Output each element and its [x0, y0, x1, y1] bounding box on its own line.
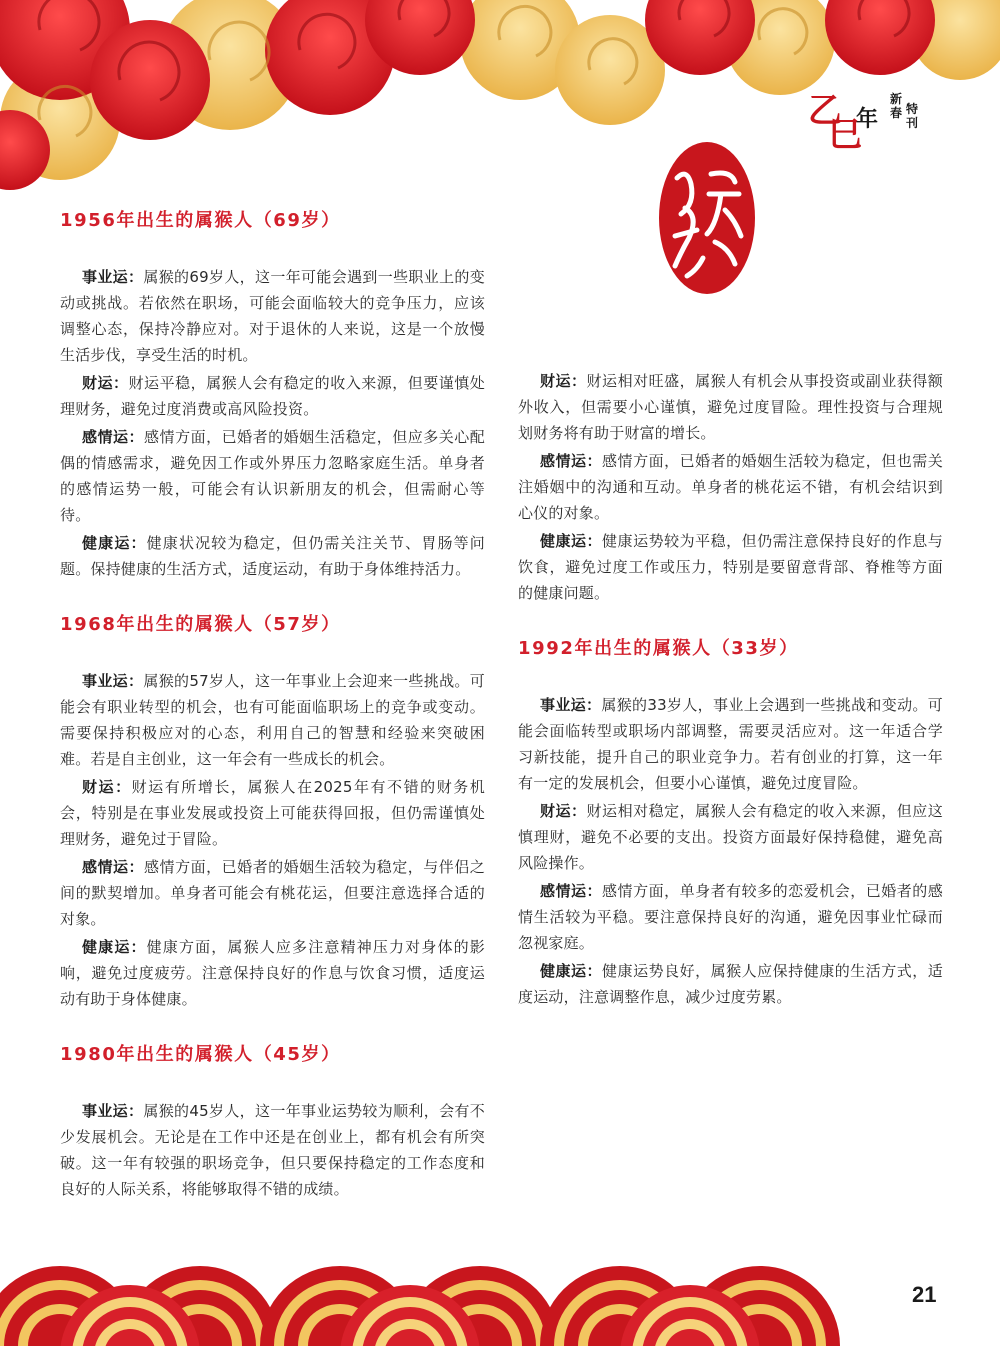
- text-career: 属猴的33岁人，事业上会遇到一些挑战和变动。可能会面临转型或职场内部调整，需要灵活应对。这一年适合学习新技能，提升自己的职业竞争力。若有创业的打算，这一年有一定的发展机会，但要小心谨慎，避免过度冒险。: [518, 696, 943, 792]
- right-column: [518, 368, 943, 1040]
- paragraph-career: [60, 668, 485, 772]
- paragraph-love: [60, 854, 485, 932]
- label-career: 事业运：: [82, 672, 144, 690]
- text-career: 属猴的45岁人，这一年事业运势较为顺利，会有不少发展机会。无论是在工作中还是在创业上，都有机会有所突破。这一年有较强的职场竞争，但只要保持稳定的工作态度和良好的人际关系，将能够取得不错的成绩。: [60, 1102, 485, 1198]
- text-love: 感情方面，已婚者的婚姻生活较为稳定，与伴侣之间的默契增加。单身者可能会有桃花运，但要注意选择合适的对象。: [60, 858, 485, 928]
- label-health: 健康运：: [82, 938, 147, 956]
- badge-nian-char: 年: [856, 106, 879, 132]
- badge-si-char: 巳: [828, 115, 862, 155]
- text-health: 健康方面，属猴人应多注意精神压力对身体的影响，避免过度疲劳。注意保持良好的作息与饮食习惯，适度运动有助于身体健康。: [60, 938, 485, 1008]
- label-wealth: 财运：: [540, 802, 587, 820]
- label-health: 健康运：: [82, 534, 147, 552]
- label-love: 感情运：: [540, 882, 603, 900]
- paragraph-career: [518, 692, 943, 796]
- section-1956: [60, 208, 485, 582]
- label-career: 事业运：: [82, 268, 144, 286]
- paragraph-love: [518, 448, 943, 526]
- label-health: 健康运：: [540, 532, 603, 550]
- page-number: 21: [912, 1282, 937, 1307]
- badge-yi-char: 乙: [808, 91, 842, 131]
- badge-special-line1: 新春: [890, 92, 903, 120]
- paragraph-love: [60, 424, 485, 528]
- label-health: 健康运：: [540, 962, 603, 980]
- paragraph-wealth: [518, 368, 943, 446]
- left-column: [60, 208, 485, 1232]
- paragraph-health: [60, 530, 485, 582]
- label-love: 感情运：: [540, 452, 603, 470]
- text-love: 感情方面，已婚者的婚姻生活较为稳定，但也需关注婚姻中的沟通和互动。单身者的桃花运不错，有机会结识到心仪的对象。: [518, 452, 943, 522]
- label-love: 感情运：: [82, 858, 145, 876]
- text-career: 属猴的69岁人，这一年可能会遇到一些职业上的变动或挑战。若依然在职场，可能会面临较大的竞争压力，应该调整心态，保持冷静应对。对于退休的人来说，这是一个放慢生活步伐，享受生活的时机。: [60, 268, 485, 364]
- section-title-1992: 1992年出生的属猴人（33岁）: [518, 638, 799, 659]
- section-title-1968: 1968年出生的属猴人（57岁）: [60, 614, 341, 635]
- label-love: 感情运：: [82, 428, 145, 446]
- label-wealth: 财运：: [82, 374, 129, 392]
- label-career: 事业运：: [540, 696, 602, 714]
- text-health: 健康运势良好，属猴人应保持健康的生活方式，适度运动，注意调整作息，减少过度劳累。: [518, 962, 943, 1006]
- text-career: 属猴的57岁人，这一年事业上会迎来一些挑战。可能会有职业转型的机会，也有可能面临职场上的竞争或变动。需要保持积极应对的心态，利用自己的智慧和经验来突破困难。若是自主创业，这一年会有一些成长的机会。: [60, 672, 485, 768]
- section-1980: [60, 1042, 485, 1202]
- paragraph-health: [518, 958, 943, 1010]
- text-wealth: 财运有所增长，属猴人在2025年有不错的财务机会，特别是在事业发展或投资上可能获得回报，但仍需谨慎处理财务，避免过于冒险。: [60, 778, 485, 848]
- paragraph-career: [60, 264, 485, 368]
- text-love: 感情方面，已婚者的婚姻生活稳定，但应多关心配偶的情感需求，避免因工作或外界压力忽略家庭生活。单身者的感情运势一般，可能会有认识新朋友的机会，但需耐心等待。: [60, 428, 485, 524]
- paragraph-career: [60, 1098, 485, 1202]
- label-wealth: 财运：: [540, 372, 587, 390]
- wave-arcs: [0, 1266, 840, 1346]
- text-health: 健康状况较为稳定，但仍需关注关节、胃肠等问题。保持健康的生活方式，适度运动，有助于身体维持活力。: [60, 534, 485, 578]
- new-year-special-badge: [806, 92, 926, 158]
- section-1968: [60, 612, 485, 1012]
- label-career: 事业运：: [82, 1102, 144, 1120]
- monkey-seal-icon: [655, 138, 759, 298]
- section-1992: [518, 636, 943, 1010]
- text-health: 健康运势较为平稳，但仍需注意保持良好的作息与饮食，避免过度工作或压力，特别是要留意背部、脊椎等方面的健康问题。: [518, 532, 943, 602]
- paragraph-health: [60, 934, 485, 1012]
- badge-special-line2: 特刊: [906, 102, 919, 130]
- bottom-wave-decoration: [0, 1255, 1000, 1346]
- label-wealth: 财运：: [82, 778, 132, 796]
- section-title-1956: 1956年出生的属猴人（69岁）: [60, 210, 341, 231]
- text-love: 感情方面，单身者有较多的恋爱机会，已婚者的感情生活较为平稳。要注意保持良好的沟通，避免因事业忙碌而忽视家庭。: [518, 882, 943, 952]
- text-wealth: 财运相对旺盛，属猴人有机会从事投资或副业获得额外收入，但需要小心谨慎，避免过度冒险。理性投资与合理规划财务将有助于财富的增长。: [518, 372, 943, 442]
- text-wealth: 财运平稳，属猴人会有稳定的收入来源，但要谨慎处理财务，避免过度消费或高风险投资。: [60, 374, 485, 418]
- paragraph-love: [518, 878, 943, 956]
- section-title-1980: 1980年出生的属猴人（45岁）: [60, 1044, 341, 1065]
- paragraph-health: [518, 528, 943, 606]
- section-1980-continued: [518, 368, 943, 606]
- paragraph-wealth: [518, 798, 943, 876]
- paragraph-wealth: [60, 370, 485, 422]
- paragraph-wealth: [60, 774, 485, 852]
- text-wealth: 财运相对稳定，属猴人会有稳定的收入来源，但应这慎理财，避免不必要的支出。投资方面最好保持稳健，避免高风险操作。: [518, 802, 943, 872]
